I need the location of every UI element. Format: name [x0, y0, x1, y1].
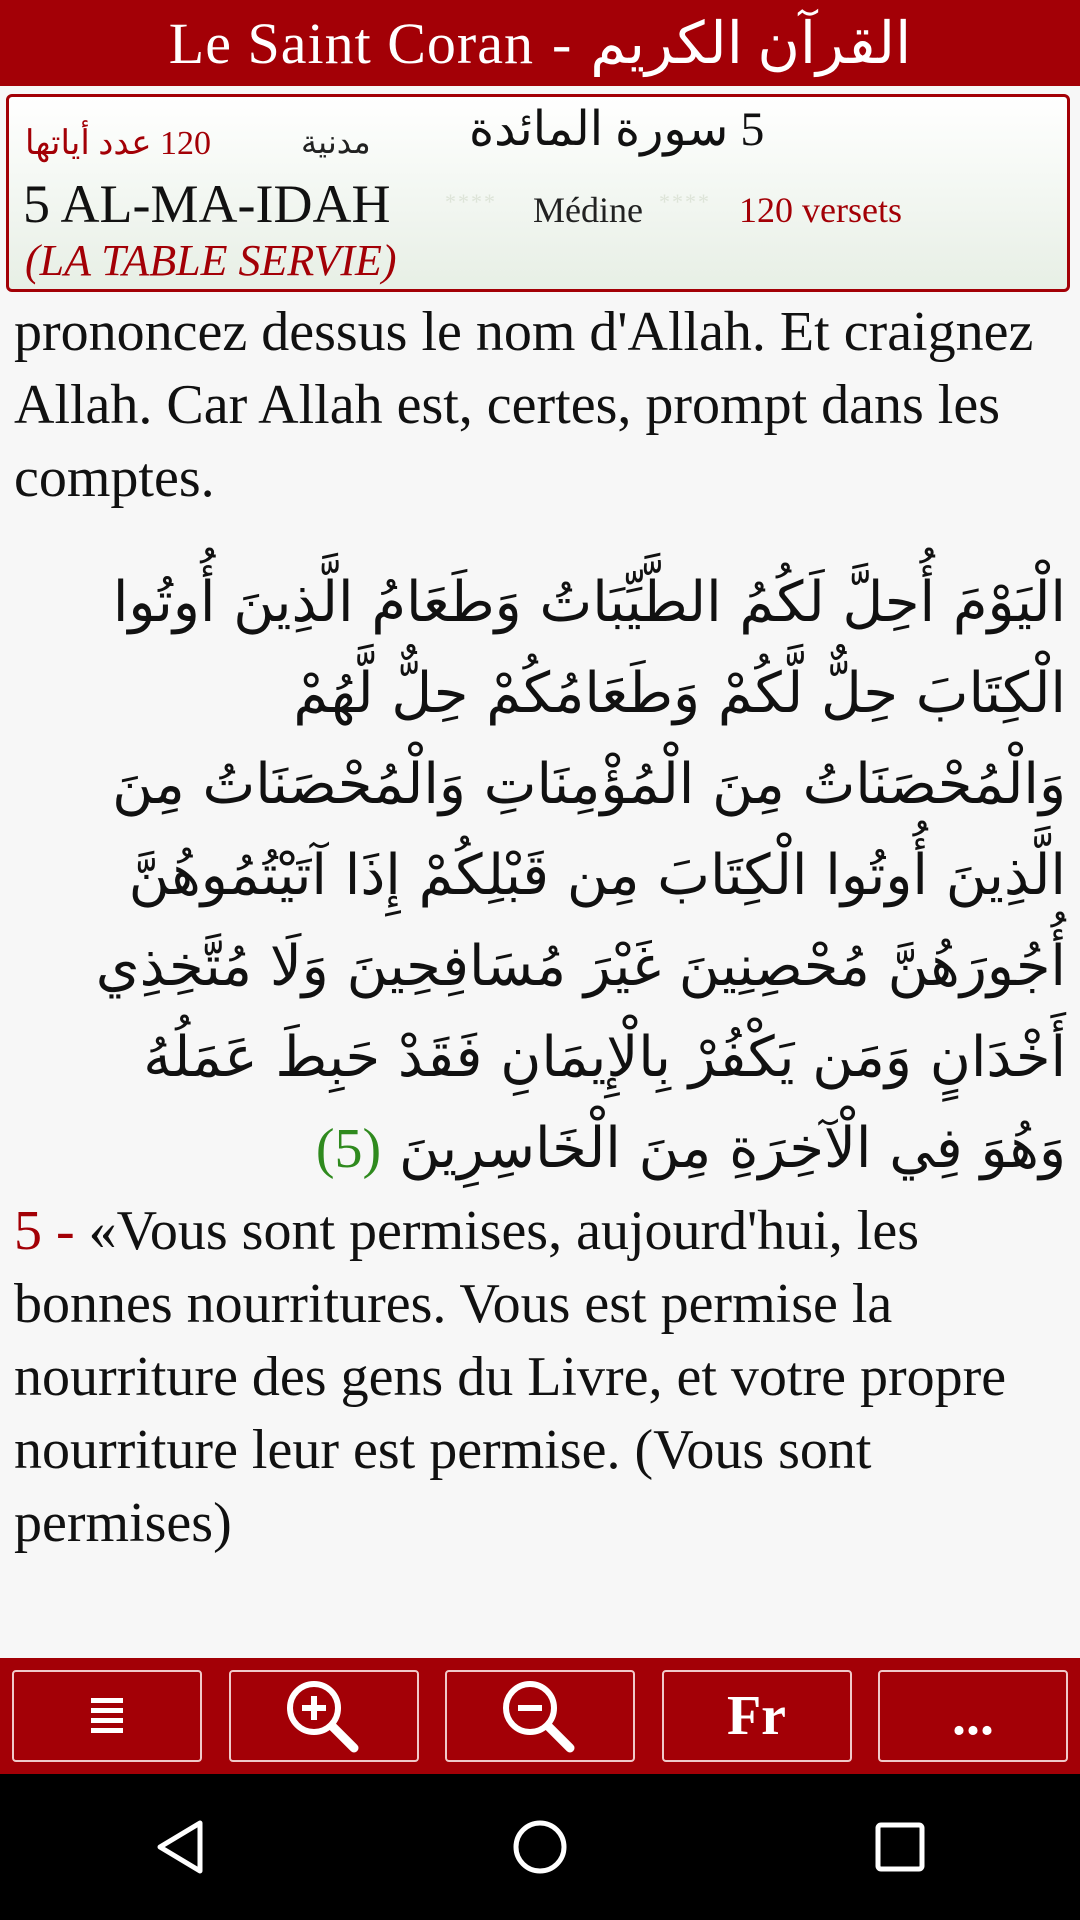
- language-label: Fr: [726, 1685, 787, 1747]
- surah-subtitle: (LA TABLE SERVIE): [25, 236, 397, 285]
- decorative-dots-right: ****: [659, 189, 711, 214]
- arabic-verse-text: الْيَوْمَ أُحِلَّ لَكُمُ الطَّيِّبَاتُ وَطَعَامُ الَّذِينَ أُوتُوا الْكِتَابَ حِلٌّ لَّكُمْ وَطَعَامُكُمْ حِلٌّ لَّهُمْ وَالْمُحْصَنَاتُ مِنَ الْمُؤْمِنَاتِ وَالْمُحْصَنَاتُ مِنَ الَّذِينَ أُوتُوا الْكِتَابَ مِن قَبْلِكُمْ إِذَا آتَيْتُمُوهُنَّ أُجُورَهُنَّ مُحْصِنِينَ غَيْرَ مُسَافِحِينَ وَلَا مُتَّخِذِي أَخْدَانٍ وَمَن يَكْفُرْ بِالْإِيمَانِ فَقَدْ حَبِطَ عَمَلُهُ وَهُوَ فِي الْآخِرَةِ مِنَ الْخَاسِرِينَ: [95, 570, 1066, 1181]
- more-label: ...: [952, 1685, 994, 1747]
- nav-home-button[interactable]: [500, 1807, 580, 1887]
- surah-title-ar: 5 سورة المائدة: [469, 103, 765, 156]
- zoom-out-icon: [498, 1678, 582, 1754]
- system-navigation-bar: [0, 1774, 1080, 1920]
- language-button[interactable]: [662, 1670, 852, 1762]
- bottom-toolbar: [0, 1658, 1080, 1774]
- recents-icon: [872, 1819, 928, 1875]
- app-title-fr: Le Saint Coran: [168, 10, 534, 76]
- surah-verse-count-ar: 120 عدد أياتها: [25, 125, 212, 162]
- app-title-bar: [0, 0, 1080, 86]
- back-icon: [152, 1817, 208, 1877]
- nav-back-button[interactable]: [140, 1807, 220, 1887]
- surah-place-ar: مدنية: [301, 124, 371, 160]
- surah-place-fr: Médine: [533, 190, 643, 230]
- arabic-verse: [0, 557, 1080, 1195]
- verse-translation-text: «Vous sont permises, aujourd'hui, les bonnes nourritures. Vous est permise la nourriture des gens du Livre, et votre propre nourriture leur est permise. (Vous sont permises): [14, 1200, 1007, 1554]
- zoom-in-button[interactable]: [229, 1670, 419, 1762]
- app-title-ar: القرآن الكريم: [590, 11, 912, 76]
- reading-pane[interactable]: [0, 296, 1080, 1658]
- surah-name-latin: 5 AL-MA-IDAH: [23, 174, 391, 234]
- previous-translation: prononcez dessus le nom d'Allah. Et craignez Allah. Car Allah est, certes, prompt dans les comptes.: [14, 301, 1034, 509]
- ayah-number: (5): [315, 1118, 382, 1180]
- more-button[interactable]: [878, 1670, 1068, 1762]
- surah-header-card: [6, 94, 1070, 292]
- decorative-dots-left: ****: [445, 189, 497, 214]
- zoom-in-icon: [282, 1678, 366, 1754]
- zoom-out-button[interactable]: [445, 1670, 635, 1762]
- verse-translation: [0, 1195, 1080, 1560]
- verse-number: 5 -: [14, 1200, 75, 1262]
- menu-button[interactable]: [12, 1670, 202, 1762]
- nav-recents-button[interactable]: [860, 1807, 940, 1887]
- home-icon: [510, 1817, 570, 1877]
- menu-icon: [89, 1694, 125, 1738]
- surah-verse-count-fr: 120 versets: [739, 190, 902, 230]
- app-title-separator: -: [551, 10, 573, 76]
